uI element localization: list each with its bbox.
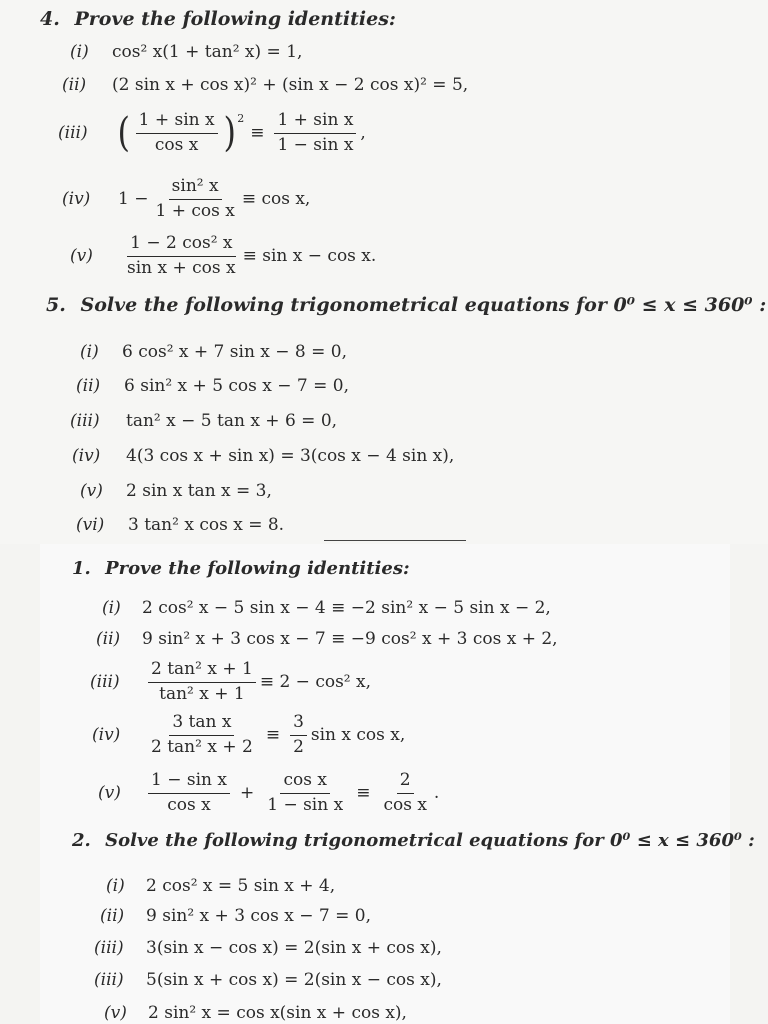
q1-item-i: (i) 2 cos² x − 5 sin x − 4 ≡ −2 sin² x − 5 sin x − 2, — [102, 598, 551, 618]
q4-item-v: (v) $\frac{\text{1 − 2 cos² x}}{\text{sin x + cos x}}$ ≡ sin x − cos x. — [70, 232, 377, 278]
q5-title: Solve the following trigonometrical equations for 0⁰ ≤ x ≤ 360⁰ : — [80, 294, 767, 316]
q2-item-v: (v) 2 sin² x = cos x(sin x + cos x), — [104, 1003, 407, 1023]
q5-item-vi: (vi) 3 tan² x cos x = 8. — [76, 515, 285, 535]
q2-title: Solve the following trigonometrical equations for 0⁰ ≤ x ≤ 360⁰ : — [105, 830, 755, 851]
q2-number: 2. — [72, 830, 91, 851]
q4-item-iv: (iv) 1 − $\frac{\text{sin² x}}{\text{1 + cos x}}$ ≡ cos x, — [62, 175, 311, 221]
q5-number: 5. — [46, 294, 66, 316]
q5-item-iii: (iii) tan² x − 5 tan x + 6 = 0, — [70, 411, 338, 431]
q2-item-i: (i) 2 cos² x = 5 sin x + 4, — [106, 876, 336, 896]
q1-number: 1. — [72, 558, 91, 579]
q5-item-ii: (ii) 6 sin² x + 5 cos x − 7 = 0, — [76, 376, 350, 396]
q5-item-v: (v) 2 sin x tan x = 3, — [80, 481, 272, 501]
q2-item-ii: (ii) 9 sin² x + 3 cos x − 7 = 0, — [100, 906, 372, 926]
q4-heading — [40, 8, 396, 30]
q1-heading — [72, 558, 410, 579]
q4-iii-fraction-left: $\frac{\text{1 + sin x}}{\text{cos x}}$ — [136, 111, 218, 155]
q1-item-iii: (iii) $\frac{\text{2 tan² x + 1}}{\text{tan² x + 1}}$ ≡ 2 − cos² x, — [90, 658, 372, 704]
q5-item-iv: (iv) 4(3 cos x + sin x) = 3(cos x − 4 sin x), — [72, 446, 455, 466]
q4-item-i: (i) cos² x(1 + tan² x) = 1, — [70, 42, 303, 62]
q5-heading — [46, 294, 766, 316]
q1-item-ii: (ii) 9 sin² x + 3 cos x − 7 ≡ −9 cos² x + 3 cos x + 2, — [96, 629, 558, 649]
q2-heading — [72, 830, 755, 851]
q1-item-v: (v) $\frac{\text{1 − sin x}}{\text{cos x}}$ + $\frac{\text{cos x}}{\text{1 − sin x}}$ ≡ $\frac{2}{\text{cos x}}$ . — [98, 769, 440, 815]
q4-item-iii: (iii) ( $\frac{\text{1 + sin x}}{\text{cos x}}$ ) 2 ≡ $\frac{\text{1 + sin x}}{\text{1 − sin x}}$ , — [58, 109, 366, 156]
q4-number: 4. — [40, 8, 60, 30]
q2-item-iv: (iii) 5(sin x + cos x) = 2(sin x − cos x), — [94, 970, 442, 990]
q2-item-iii: (iii) 3(sin x − cos x) = 2(sin x + cos x), — [94, 938, 442, 958]
q4-item-ii: (ii) (2 sin x + cos x)² + (sin x − 2 cos x)² = 5, — [62, 75, 469, 95]
q1-title: Prove the following identities: — [105, 558, 410, 579]
q4-iii-fraction-right: $\frac{\text{1 + sin x}}{\text{1 − sin x}}$ — [274, 111, 356, 155]
q4-title: Prove the following identities: — [74, 8, 396, 30]
q1-item-iv: (iv) $\frac{\text{3 tan x}}{\text{2 tan² x + 2}}$ ≡ $\frac{3}{2}$ sin x cos x, — [92, 711, 406, 757]
separator-line — [324, 540, 466, 541]
q5-item-i: (i) 6 cos² x + 7 sin x − 8 = 0, — [80, 342, 348, 362]
